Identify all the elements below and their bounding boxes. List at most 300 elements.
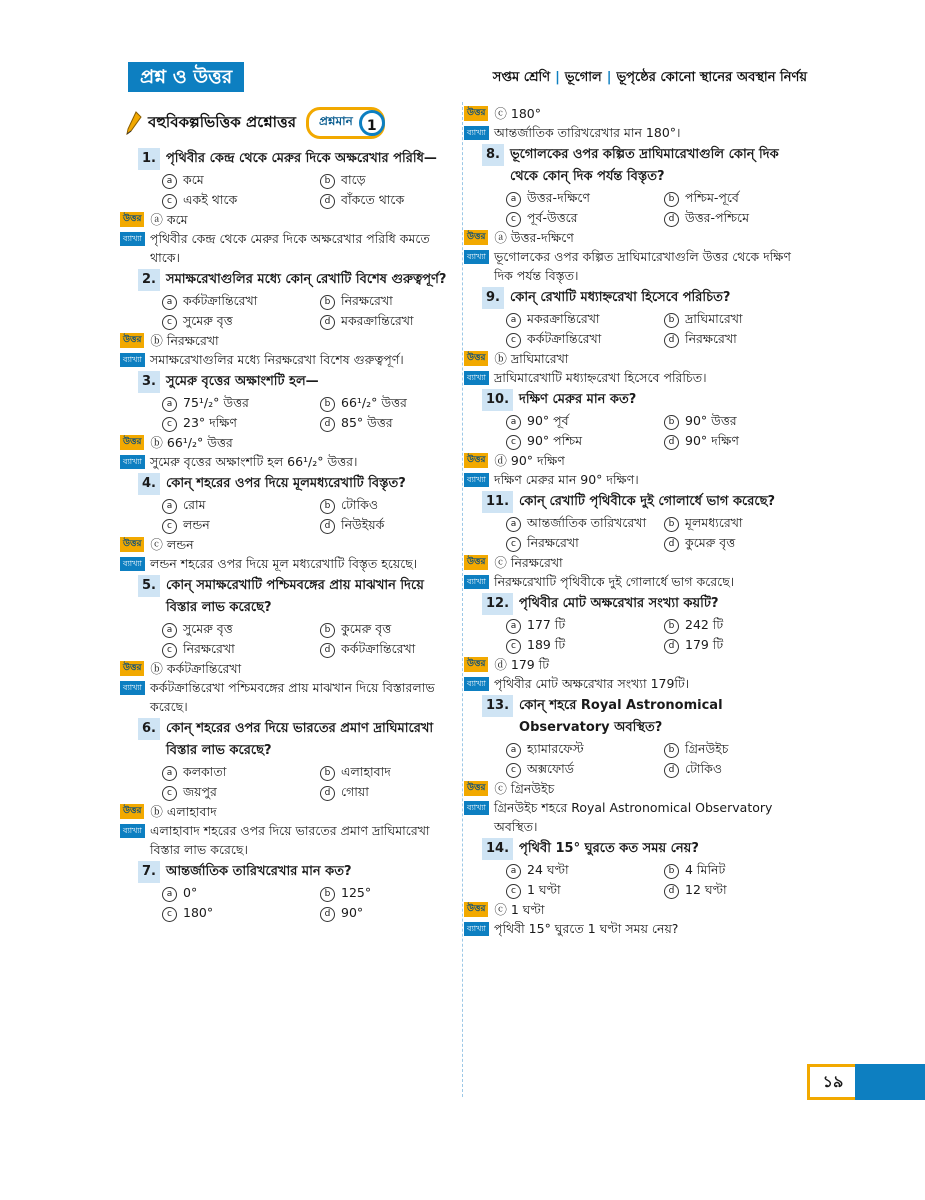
option-letter-circle: c <box>506 763 521 778</box>
option-d <box>320 782 478 802</box>
option-a <box>506 309 664 329</box>
option-text: উত্তর-পশ্চিমে <box>685 210 750 225</box>
option-text: 180° <box>183 905 214 920</box>
option-letter-circle: d <box>320 519 335 534</box>
option-c <box>162 639 320 659</box>
option-letter-circle: c <box>506 333 521 348</box>
option-letter-circle: b <box>664 192 679 207</box>
option-letter-circle: a <box>162 499 177 514</box>
option-text: কলকাতা <box>183 764 227 779</box>
option-letter-circle: b <box>320 766 335 781</box>
option-letter-circle: a <box>162 766 177 781</box>
question-block <box>123 718 456 859</box>
option-b <box>320 170 478 190</box>
explanation-tag: ব্যাখ্যা <box>464 371 489 385</box>
option-text: নিরক্ষরেখা <box>685 331 737 346</box>
answer-tag: উত্তর <box>464 781 488 796</box>
option-text: সুমেরু বৃত্ত <box>183 621 233 636</box>
column-divider <box>462 102 463 1097</box>
option-text: মকরক্রান্তিরেখা <box>341 313 414 328</box>
marks-pill <box>306 107 385 139</box>
option-letter-circle: d <box>320 315 335 330</box>
question-number: 5. <box>138 575 160 597</box>
option-a <box>162 495 320 515</box>
option-letter-circle: d <box>320 907 335 922</box>
option-text: নিউইয়র্ক <box>341 517 385 532</box>
option-d <box>664 208 822 228</box>
option-letter-circle: a <box>162 623 177 638</box>
explanation-text: কর্কটক্রান্তিরেখা পশ্চিমবঙ্গের প্রায় মাঝখান দিয়ে বিস্তারলাভ করেছে। <box>150 680 435 714</box>
option-c <box>162 903 320 923</box>
option-letter-circle: d <box>664 333 679 348</box>
option-c <box>506 329 664 349</box>
answer-text: ⓒ নিরক্ষরেখা <box>494 555 563 570</box>
explanation-tag: ব্যাখ্যা <box>464 126 489 140</box>
option-text: 24 ঘণ্টা <box>527 862 569 877</box>
explanation-text: দক্ষিণ মেরুর মান 90° দক্ষিণ। <box>494 472 639 487</box>
option-letter-circle: c <box>506 537 521 552</box>
answer-text: ⓑ 66¹/₂° উত্তর <box>150 435 233 450</box>
option-text: গোয়া <box>341 784 369 799</box>
option-text: আন্তর্জাতিক তারিখরেখা <box>527 515 647 530</box>
explanation-line <box>120 229 456 267</box>
option-letter-circle: d <box>664 537 679 552</box>
option-a <box>162 291 320 311</box>
option-letter-circle: a <box>506 192 521 207</box>
explanation-line <box>464 247 800 285</box>
option-c <box>506 208 664 228</box>
option-letter-circle: b <box>320 295 335 310</box>
options-grid <box>506 188 800 228</box>
option-text: 90° <box>341 905 364 920</box>
question-line <box>138 861 456 883</box>
option-text: নিরক্ষরেখা <box>341 293 393 308</box>
explanation-text: পৃথিবীর মোট অক্ষরেখার সংখ্যা 179টি। <box>494 676 690 691</box>
explanation-tag: ব্যাখ্যা <box>120 824 145 838</box>
answer-text: ⓑ দ্রাঘিমারেখা <box>494 351 569 366</box>
option-text: বাঁকতে থাকে <box>341 192 405 207</box>
option-d <box>320 190 478 210</box>
option-text: বাড়ে <box>341 172 366 187</box>
option-letter-circle: b <box>664 313 679 328</box>
question-text: কোন্‌ সমাক্ষরেখাটি পশ্চিমবঙ্গের প্রায় মাঝখান দিয়ে বিস্তার লাভ করেছে? <box>165 578 424 615</box>
option-text: টোকিও <box>341 497 379 512</box>
option-letter-circle: c <box>506 435 521 450</box>
question-block <box>467 695 800 836</box>
option-c <box>162 515 320 535</box>
answer-tag: উত্তর <box>120 333 144 348</box>
option-letter-circle: b <box>664 415 679 430</box>
answer-text: ⓓ 90° দক্ষিণ <box>494 453 565 468</box>
option-letter-circle: d <box>320 417 335 432</box>
option-b <box>664 739 822 759</box>
question-line <box>482 838 800 860</box>
option-text: 90° পূর্ব <box>527 413 569 428</box>
explanation-text: দ্রাঘিমারেখাটি মধ্যাহ্নরেখা হিসেবে পরিচিত। <box>494 370 707 385</box>
explanation-text: লন্ডন শহরের ওপর দিয়ে মূল মধ্যরেখাটি বিস্তৃত হয়েছে। <box>150 556 418 571</box>
option-text: নিরক্ষরেখা <box>527 535 579 550</box>
option-text: কর্কটক্রান্তিরেখা <box>341 641 416 656</box>
explanation-line <box>120 452 456 471</box>
option-c <box>162 413 320 433</box>
question-line <box>482 593 800 615</box>
question-text: পৃথিবী 15° ঘুরতে কত সময় নেয়? <box>519 841 699 856</box>
option-letter-circle: a <box>506 864 521 879</box>
question-line <box>138 269 456 291</box>
option-text: 12 ঘণ্টা <box>685 882 727 897</box>
answer-text: ⓐ কমে <box>150 212 188 227</box>
option-letter-circle: d <box>664 212 679 227</box>
explanation-text: আন্তর্জাতিক তারিখরেখার মান 180°। <box>494 125 681 140</box>
options-grid <box>162 762 456 802</box>
option-letter-circle: a <box>506 517 521 532</box>
explanation-tag: ব্যাখ্যা <box>120 557 145 571</box>
options-grid <box>162 883 456 923</box>
explanation-tag: ব্যাখ্যা <box>120 455 145 469</box>
option-text: 177 টি <box>527 617 566 632</box>
explanation-tag: ব্যাখ্যা <box>464 473 489 487</box>
options-grid <box>162 495 456 535</box>
answer-text: ⓓ 179 টি <box>494 657 550 672</box>
option-text: 66¹/₂° উত্তর <box>341 395 407 410</box>
answer-tag: উত্তর <box>120 537 144 552</box>
explanation-tag: ব্যাখ্যা <box>464 922 489 936</box>
question-block <box>467 593 800 693</box>
question-block <box>467 491 800 591</box>
option-b <box>320 495 478 515</box>
answer-line <box>464 451 800 470</box>
question-block <box>123 473 456 573</box>
question-line <box>482 695 800 739</box>
question-block <box>467 389 800 489</box>
option-c <box>162 190 320 210</box>
options-grid <box>162 170 456 210</box>
options-grid <box>506 513 800 553</box>
question-block <box>123 148 456 267</box>
explanation-tag: ব্যাখ্যা <box>464 677 489 691</box>
explanation-line <box>120 821 456 859</box>
answer-tag: উত্তর <box>120 804 144 819</box>
explanation-line <box>464 470 800 489</box>
answer-line <box>464 655 800 674</box>
option-letter-circle: d <box>664 435 679 450</box>
pen-icon <box>126 111 142 135</box>
answer-line <box>120 331 456 350</box>
option-text: এলাহাবাদ <box>341 764 391 779</box>
options-grid <box>506 739 800 779</box>
question-number: 2. <box>138 269 160 291</box>
answer-line <box>464 104 800 123</box>
answer-text: ⓐ উত্তর-দক্ষিণে <box>494 230 574 245</box>
option-a <box>162 393 320 413</box>
question-text: দক্ষিণ মেরুর মান কত? <box>519 392 637 407</box>
explanation-tag: ব্যাখ্যা <box>120 353 145 367</box>
question-text: কোন্‌ রেখাটি মধ্যাহ্নরেখা হিসেবে পরিচিত? <box>509 290 731 305</box>
option-b <box>320 291 478 311</box>
option-letter-circle: a <box>162 174 177 189</box>
answer-line <box>120 433 456 452</box>
option-letter-circle: c <box>162 315 177 330</box>
option-letter-circle: d <box>664 639 679 654</box>
explanation-text: সুমেরু বৃত্তের অক্ষাংশটি হল 66¹/₂° উত্তর। <box>150 454 358 469</box>
option-letter-circle: a <box>162 397 177 412</box>
option-d <box>320 413 478 433</box>
explanation-tag: ব্যাখ্যা <box>464 575 489 589</box>
question-line <box>138 718 456 762</box>
question-line <box>138 575 456 619</box>
marks-number: 1 <box>359 110 385 136</box>
question-number: 4. <box>138 473 160 495</box>
option-b <box>320 883 478 903</box>
option-letter-circle: a <box>162 295 177 310</box>
answer-line <box>120 659 456 678</box>
option-text: গ্রিনউইচ <box>685 741 729 756</box>
option-a <box>506 615 664 635</box>
option-text: রোম <box>183 497 206 512</box>
header-tag: প্রশ্ন ও উত্তর <box>128 62 244 92</box>
question-line <box>138 473 456 495</box>
answer-line <box>464 349 800 368</box>
option-d <box>320 515 478 535</box>
option-text: 85° উত্তর <box>341 415 393 430</box>
option-text: নিরক্ষরেখা <box>183 641 235 656</box>
question-number: 11. <box>482 491 513 513</box>
explanation-text: নিরক্ষরেখাটি পৃথিবীকে দুই গোলার্ধে ভাগ করেছে। <box>494 574 735 589</box>
question-number: 8. <box>482 144 504 166</box>
answer-text: ⓒ 180° <box>494 106 541 121</box>
option-b <box>664 188 822 208</box>
option-d <box>664 880 822 900</box>
option-text: কর্কটক্রান্তিরেখা <box>527 331 602 346</box>
option-b <box>664 615 822 635</box>
question-number: 12. <box>482 593 513 615</box>
section-header <box>126 104 456 142</box>
answer-line <box>464 779 800 798</box>
option-letter-circle: c <box>162 907 177 922</box>
option-b <box>664 411 822 431</box>
explanation-text: এলাহাবাদ শহরের ওপর দিয়ে ভারতের প্রমাণ দ্রাঘিমারেখা বিস্তার লাভ করেছে। <box>150 823 430 857</box>
option-letter-circle: d <box>320 643 335 658</box>
options-grid <box>162 619 456 659</box>
explanation-line <box>120 678 456 716</box>
option-text: 23° দক্ষিণ <box>183 415 237 430</box>
option-text: মূলমধ্যরেখা <box>685 515 743 530</box>
option-text: 189 টি <box>527 637 566 652</box>
question-text: সুমেরু বৃত্তের অক্ষাংশটি হল— <box>165 374 319 389</box>
option-letter-circle: b <box>664 517 679 532</box>
option-letter-circle: a <box>506 415 521 430</box>
option-a <box>162 170 320 190</box>
option-text: 4 মিনিট <box>685 862 726 877</box>
option-a <box>506 411 664 431</box>
answer-tag: উত্তর <box>464 230 488 245</box>
option-text: টোকিও <box>685 761 723 776</box>
question-text: সমাক্ষরেখাগুলির মধ্যে কোন্‌ রেখাটি বিশেষ গুরুত্বপূর্ণ? <box>165 272 447 287</box>
question-block <box>123 371 456 471</box>
option-text: মকরক্রান্তিরেখা <box>527 311 600 326</box>
options-grid <box>162 291 456 331</box>
option-c <box>506 533 664 553</box>
option-letter-circle: a <box>506 619 521 634</box>
option-d <box>320 639 478 659</box>
question-number: 7. <box>138 861 160 883</box>
answer-tag: উত্তর <box>120 661 144 676</box>
question-text: কোন্‌ শহরের ওপর দিয়ে ভারতের প্রমাণ দ্রাঘিমারেখা বিস্তার লাভ করেছে? <box>165 721 434 758</box>
question-line <box>482 144 800 188</box>
question-text: কোন্‌ শহরে Royal Astronomical Observatory অবস্থিত? <box>519 698 723 735</box>
answer-line <box>464 553 800 572</box>
answer-text: ⓒ লন্ডন <box>150 537 194 552</box>
answer-tag: উত্তর <box>464 351 488 366</box>
option-b <box>320 619 478 639</box>
breadcrumb-chapter: ভূপৃষ্ঠের কোনো স্থানের অবস্থান নির্ণয় <box>616 70 807 85</box>
answer-line <box>120 210 456 229</box>
question-line <box>482 389 800 411</box>
answer-tag: উত্তর <box>464 902 488 917</box>
option-text: কমে <box>183 172 204 187</box>
option-a <box>506 513 664 533</box>
explanation-tag: ব্যাখ্যা <box>464 250 489 264</box>
answer-text: ⓒ গ্রিনউইচ <box>494 781 555 796</box>
option-text: একই থাকে <box>183 192 238 207</box>
option-text: কুমেরু বৃত্ত <box>341 621 392 636</box>
option-letter-circle: d <box>664 763 679 778</box>
option-b <box>664 860 822 880</box>
options-grid <box>506 860 800 900</box>
option-a <box>506 739 664 759</box>
option-d <box>664 329 822 349</box>
option-d <box>664 431 822 451</box>
option-letter-circle: b <box>664 743 679 758</box>
option-text: 90° পশ্চিম <box>527 433 583 448</box>
question-block <box>467 144 800 285</box>
left-column <box>123 104 456 925</box>
option-letter-circle: b <box>664 619 679 634</box>
explanation-line <box>464 572 800 591</box>
explanation-text: পৃথিবী 15° ঘুরতে 1 ঘণ্টা সময় নেয়? <box>494 921 679 936</box>
option-text: দ্রাঘিমারেখা <box>685 311 743 326</box>
option-d <box>664 759 822 779</box>
question-line <box>138 148 456 170</box>
answer-text: ⓑ নিরক্ষরেখা <box>150 333 219 348</box>
marks-label: প্রশ্নমান <box>318 114 353 128</box>
option-text: কর্কটক্রান্তিরেখা <box>183 293 258 308</box>
answer-tag: উত্তর <box>120 212 144 227</box>
option-b <box>320 762 478 782</box>
answer-line <box>464 900 800 919</box>
section-title: বহুবিকল্পভিত্তিক প্রশ্নোত্তর <box>148 112 296 131</box>
option-letter-circle: b <box>320 499 335 514</box>
answer-tag: উত্তর <box>464 106 488 121</box>
option-d <box>664 635 822 655</box>
answer-text: ⓒ 1 ঘণ্টা <box>494 902 545 917</box>
option-letter-circle: b <box>664 864 679 879</box>
option-c <box>506 880 664 900</box>
option-letter-circle: a <box>506 743 521 758</box>
question-block <box>467 287 800 387</box>
question-block <box>123 575 456 716</box>
option-letter-circle: c <box>162 786 177 801</box>
question-number: 13. <box>482 695 513 717</box>
explanation-line <box>464 798 800 836</box>
page-number: ১৯ <box>807 1064 859 1100</box>
option-letter-circle: c <box>506 639 521 654</box>
option-text: লন্ডন <box>183 517 210 532</box>
option-text: সুমেরু বৃত্ত <box>183 313 233 328</box>
question-text: কোন্‌ রেখাটি পৃথিবীকে দুই গোলার্ধে ভাগ করেছে? <box>519 494 776 509</box>
explanation-line <box>464 674 800 693</box>
option-letter-circle: b <box>320 623 335 638</box>
options-grid <box>506 411 800 451</box>
option-text: 242 টি <box>685 617 724 632</box>
option-letter-circle: c <box>162 643 177 658</box>
option-letter-circle: c <box>506 884 521 899</box>
answer-text: ⓑ কর্কটক্রান্তিরেখা <box>150 661 242 676</box>
option-d <box>320 311 478 331</box>
question-text: পৃথিবীর মোট অক্ষরেখার সংখ্যা কয়টি? <box>519 596 719 611</box>
explanation-line <box>120 554 456 573</box>
explanation-line <box>464 368 800 387</box>
explanation-tag: ব্যাখ্যা <box>120 681 145 695</box>
breadcrumb-separator: | <box>606 70 612 85</box>
option-text: 90° উত্তর <box>685 413 737 428</box>
question-line <box>482 287 800 309</box>
option-letter-circle: d <box>320 786 335 801</box>
answer-tag: উত্তর <box>120 435 144 450</box>
option-c <box>162 311 320 331</box>
option-c <box>506 759 664 779</box>
option-text: 179 টি <box>685 637 724 652</box>
option-letter-circle: b <box>320 397 335 412</box>
options-grid <box>162 393 456 433</box>
explanation-tag: ব্যাখ্যা <box>120 232 145 246</box>
question-text: পৃথিবীর কেন্দ্র থেকে মেরুর দিকে অক্ষরেখার পরিধি— <box>165 151 437 166</box>
option-letter-circle: a <box>506 313 521 328</box>
explanation-text: গ্রিনউইচ শহরে Royal Astronomical Observatory অবস্থিত। <box>494 800 773 834</box>
options-grid <box>506 615 800 655</box>
answer-tag: উত্তর <box>464 453 488 468</box>
question-block <box>123 269 456 369</box>
option-letter-circle: c <box>162 194 177 209</box>
option-text: অক্সফোর্ড <box>527 761 574 776</box>
option-letter-circle: c <box>162 417 177 432</box>
question-number: 10. <box>482 389 513 411</box>
option-d <box>320 903 478 923</box>
option-text: পূর্ব-উত্তরে <box>527 210 578 225</box>
option-a <box>506 188 664 208</box>
question-list-right <box>467 144 800 938</box>
question-list-left <box>123 148 456 923</box>
answer-tag: উত্তর <box>464 555 488 570</box>
option-text: হ্যামারফেস্ট <box>527 741 584 756</box>
option-c <box>506 431 664 451</box>
option-text: 125° <box>341 885 372 900</box>
option-b <box>664 513 822 533</box>
question-line <box>482 491 800 513</box>
option-c <box>506 635 664 655</box>
option-a <box>162 619 320 639</box>
option-a <box>506 860 664 880</box>
option-letter-circle: d <box>320 194 335 209</box>
question-block <box>467 838 800 938</box>
explanation-text: ভূগোলকের ওপর কল্পিত দ্রাঘিমারেখাগুলি উত্তর থেকে দক্ষিণ দিক পর্যন্ত বিস্তৃত। <box>494 249 791 283</box>
option-letter-circle: b <box>320 887 335 902</box>
options-grid <box>506 309 800 349</box>
option-letter-circle: d <box>664 884 679 899</box>
option-b <box>664 309 822 329</box>
question-line <box>138 371 456 393</box>
option-text: 1 ঘণ্টা <box>527 882 561 897</box>
